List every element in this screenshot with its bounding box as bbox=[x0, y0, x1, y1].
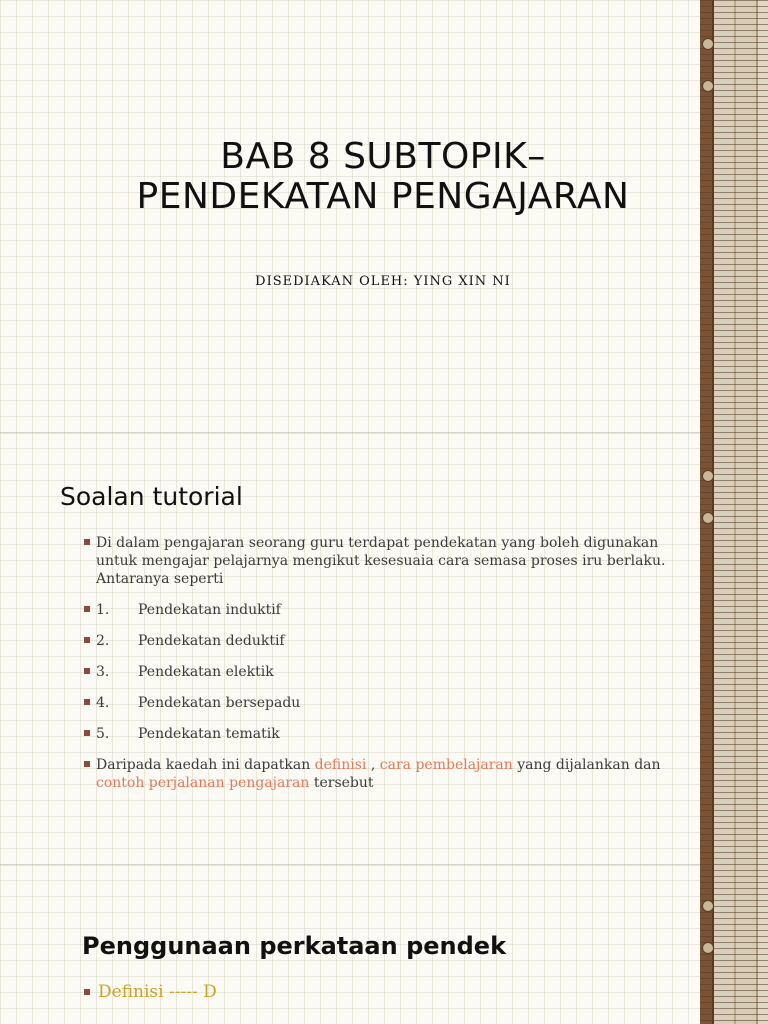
bullet-list bbox=[84, 982, 217, 1012]
title-line-2: PENDEKATAN PENGAJARAN bbox=[136, 176, 630, 217]
highlight-text: contoh perjalanan pengajaran bbox=[96, 775, 310, 791]
bullet-icon bbox=[84, 668, 90, 674]
bullet-icon bbox=[84, 606, 90, 612]
bullet-icon bbox=[84, 637, 90, 643]
list-item: 4. Pendekatan bersepadu bbox=[84, 694, 684, 712]
slide-heading: Soalan tutorial bbox=[60, 482, 243, 511]
bullet-icon bbox=[84, 539, 90, 545]
list-item: Di dalam pengajaran seorang guru terdapat pendekatan yang boleh digunakan untuk mengajar pelajarnya mengikut kesesuaia cara semasa proses iru berlaku. Antaranya seperti bbox=[84, 534, 684, 588]
ruler-knob bbox=[702, 470, 714, 482]
ruler-knob bbox=[702, 512, 714, 524]
ruler-knob bbox=[702, 38, 714, 50]
slide-title bbox=[60, 137, 706, 217]
ruler-knob bbox=[702, 900, 714, 912]
highlight-text: cara pembelajaran bbox=[379, 757, 513, 773]
slide-divider bbox=[0, 864, 700, 866]
list-item: 3. Pendekatan elektik bbox=[84, 663, 684, 681]
bullet-icon bbox=[84, 761, 90, 767]
ruler-decoration bbox=[700, 0, 768, 1024]
list-item: 5. Pendekatan tematik bbox=[84, 725, 684, 743]
title-line-1: BAB 8 SUBTOPIK– bbox=[220, 136, 546, 177]
slide-divider bbox=[0, 432, 700, 434]
list-item: 2. Pendekatan deduktif bbox=[84, 632, 684, 650]
bullet-icon bbox=[84, 699, 90, 705]
ruler-knob bbox=[702, 80, 714, 92]
bullet-list bbox=[84, 534, 684, 805]
bullet-icon bbox=[84, 730, 90, 736]
list-item: Definisi ----- D bbox=[84, 982, 217, 1002]
slide-subtitle: DISEDIAKAN OLEH: YING XIN NI bbox=[255, 274, 511, 289]
list-item: Daripada kaedah ini dapatkan definisi , cara pembelajaran yang dijalankan dan contoh perjalanan pengajaran tersebut bbox=[84, 756, 684, 792]
bullet-icon bbox=[84, 989, 90, 995]
slide-heading: Penggunaan perkataan pendek bbox=[82, 932, 507, 960]
ruler-knob bbox=[702, 942, 714, 954]
list-item: 1. Pendekatan induktif bbox=[84, 601, 684, 619]
highlight-text: definisi bbox=[314, 757, 367, 773]
